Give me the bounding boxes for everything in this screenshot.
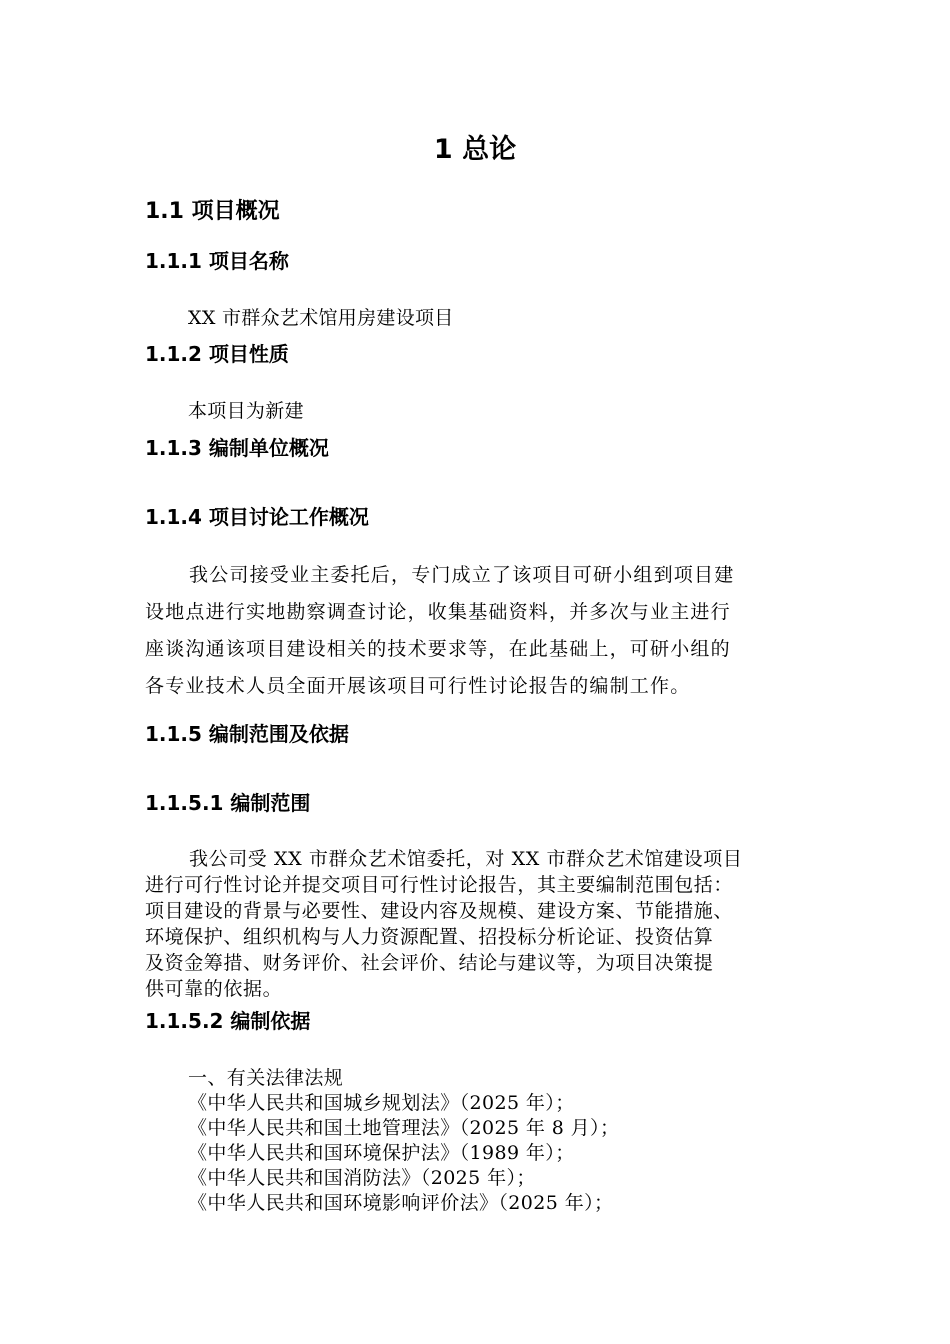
research-overview-paragraph [145, 557, 810, 705]
subsection-heading-1-1-5-2: 1.1.5.2 编制依据 [145, 1009, 311, 1033]
laws-list [188, 1066, 619, 1216]
paragraph-line: 各专业技术人员全面开展该项目可行性讨论报告的编制工作。 [145, 675, 691, 697]
subsection-heading-1-1-5-1: 1.1.5.1 编制范围 [145, 791, 311, 815]
list-title: 一、有关法律法规 [188, 1067, 344, 1089]
law-item: 《中华人民共和国消防法》（2025 年）； [188, 1167, 536, 1189]
subsection-heading-1-1-4: 1.1.4 项目讨论工作概况 [145, 505, 369, 529]
subsection-heading-1-1-5: 1.1.5 编制范围及依据 [145, 722, 349, 746]
law-item: 《中华人民共和国环境保护法》（1989 年）； [188, 1142, 575, 1164]
project-nature-text: 本项目为新建 [188, 400, 304, 422]
chapter-title: 1 总论 [433, 134, 517, 165]
paragraph-line: 座谈沟通该项目建设相关的技术要求等，在此基础上，可研小组的 [145, 638, 731, 660]
paragraph-line: 进行可行性讨论并提交项目可行性讨论报告，其主要编制范围包括： [145, 874, 734, 896]
paragraph-line: 供可靠的依据。 [145, 978, 283, 1000]
paragraph-line: 我公司受 XX 市群众艺术馆委托，对 XX 市群众艺术馆建设项目 [189, 848, 743, 870]
paragraph-line: 项目建设的背景与必要性、建设内容及规模、建设方案、节能措施、 [145, 900, 734, 922]
scope-paragraph [145, 846, 810, 1002]
paragraph-line: 及资金筹措、财务评价、社会评价、结论与建议等，为项目决策提 [145, 952, 714, 974]
paragraph-line: 我公司接受业主委托后，专门成立了该项目可研小组到项目建 [189, 564, 735, 586]
subsection-heading-1-1-3: 1.1.3 编制单位概况 [145, 436, 329, 460]
law-item: 《中华人民共和国环境影响评价法》（2025 年）； [188, 1192, 614, 1214]
subsection-heading-1-1-2: 1.1.2 项目性质 [145, 342, 289, 366]
paragraph-line: 设地点进行实地勘察调查讨论，收集基础资料，并多次与业主进行 [145, 601, 731, 623]
law-item: 《中华人民共和国城乡规划法》（2025 年）； [188, 1092, 575, 1114]
law-item: 《中华人民共和国土地管理法》（2025 年 8 月）； [188, 1117, 620, 1139]
paragraph-line: 环境保护、组织机构与人力资源配置、招投标分析论证、投资估算 [145, 926, 714, 948]
section-heading-1-1: 1.1 项目概况 [145, 199, 280, 224]
project-name-text: XX 市群众艺术馆用房建设项目 [188, 307, 454, 329]
subsection-heading-1-1-1: 1.1.1 项目名称 [145, 249, 289, 273]
